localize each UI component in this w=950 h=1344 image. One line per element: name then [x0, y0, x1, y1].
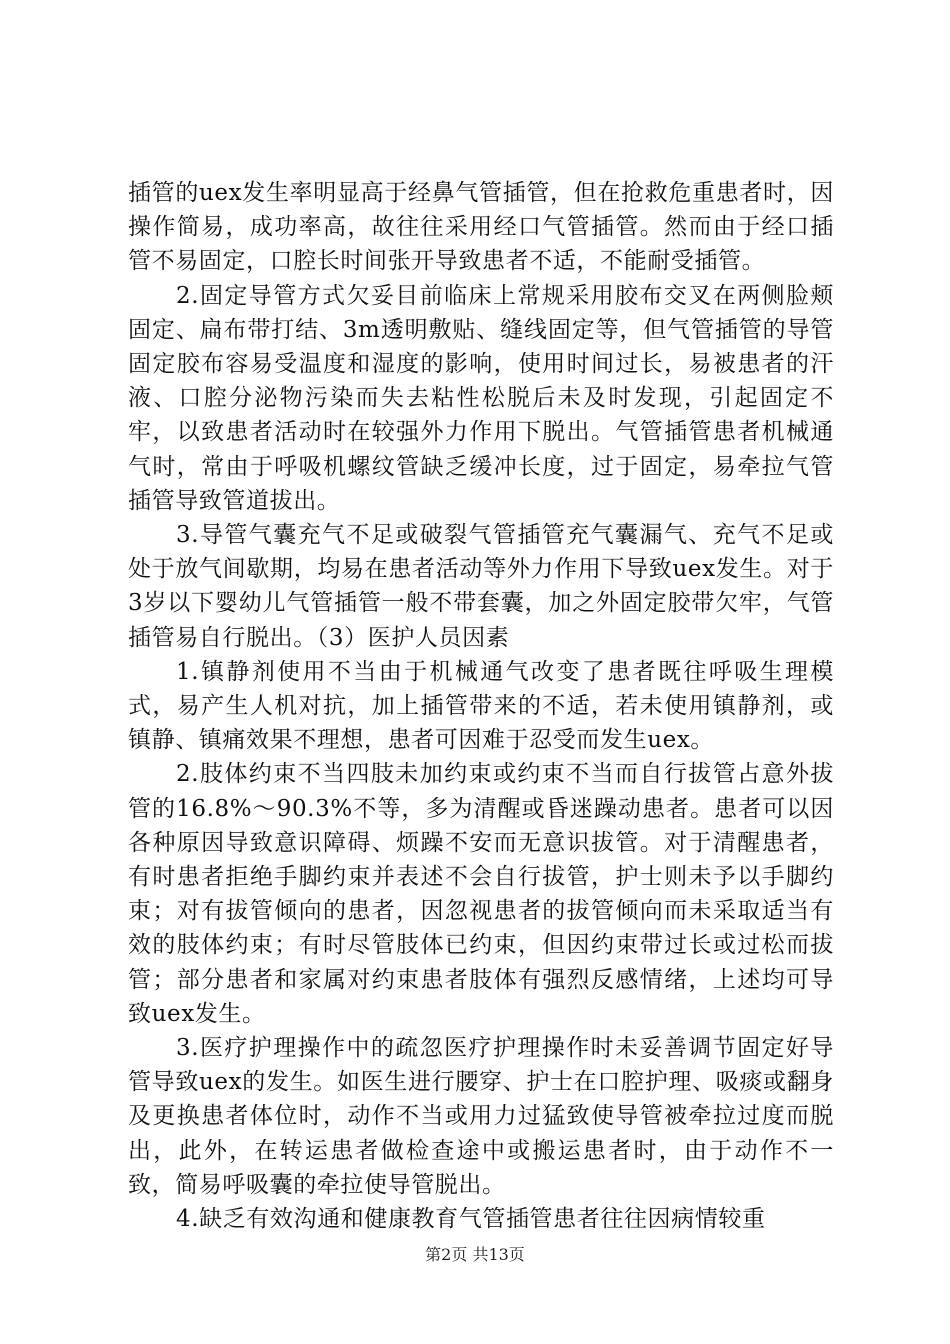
paragraph-care-negligence: 3.医疗护理操作中的疏忽医疗护理操作时未妥善调节固定好导管导致uex的发生。如医生进行腰穿、护士在口腔护理、吸痰或翻身及更换患者体位时，动作不当或用力过猛致使导管被牵拉过度而脱出，此外，在转运患者做检查途中或搬运患者时，由于动作不一致，简易呼吸囊的牵拉使导管脱出。: [128, 1035, 834, 1198]
document-body: [128, 176, 834, 1236]
paragraph-cuff-inflation: 3.导管气囊充气不足或破裂气管插管充气囊漏气、充气不足或处于放气间歇期，均易在患者活动等外力作用下导致uex发生。对于3岁以下婴幼儿气管插管一般不带套囊，加之外固定胶带欠牢，气管插管易自行脱出。（3）医护人员因素: [128, 522, 834, 651]
page-number-footer: 第2页 共13页: [425, 1245, 525, 1264]
paragraph-fixation-method: 2.固定导管方式欠妥目前临床上常规采用胶布交叉在两侧脸颊固定、扁布带打结、3m透明敷贴、缝线固定等，但气管插管的导管固定胶布容易受温度和湿度的影响，使用时间过长，易被患者的汗液、口腔分泌物污染而失去粘性松脱后未及时发现，引起固定不牢，以致患者活动时在较强外力作用下脱出。气管插管患者机械通气时，常由于呼吸机螺纹管缺乏缓冲长度，过于固定，易牵拉气管插管导致管道拔出。: [128, 282, 834, 514]
paragraph-sedative-use: 1.镇静剂使用不当由于机械通气改变了患者既往呼吸生理模式，易产生人机对抗，加上插管带来的不适，若未使用镇静剂，或镇静、镇痛效果不理想，患者可因难于忍受而发生uex。: [128, 658, 834, 754]
paragraph-limb-restraint: 2.肢体约束不当四肢未加约束或约束不当而自行拔管占意外拔管的16.8%～90.3%不等，多为清醒或昏迷躁动患者。患者可以因各种原因导致意识障碍、烦躁不安而无意识拔管。对于清醒患者，有时患者拒绝手脚约束并表述不会自行拔管，护士则未予以手脚约束；对有拔管倾向的患者，因忽视患者的拔管倾向而未采取适当有效的肢体约束；有时尽管肢体已约束，但因约束带过长或过松而拔管；部分患者和家属对约束患者肢体有强烈反感情绪，上述均可导致uex发生。: [128, 761, 834, 1027]
paragraph-continuation: 插管的uex发生率明显高于经鼻气管插管，但在抢救危重患者时，因操作简易，成功率高，故往往采用经口气管插管。然而由于经口插管不易固定，口腔长时间张开导致患者不适，不能耐受插管。: [128, 180, 834, 275]
paragraph-communication: 4.缺乏有效沟通和健康教育气管插管患者往往因病情较重: [176, 1206, 766, 1233]
